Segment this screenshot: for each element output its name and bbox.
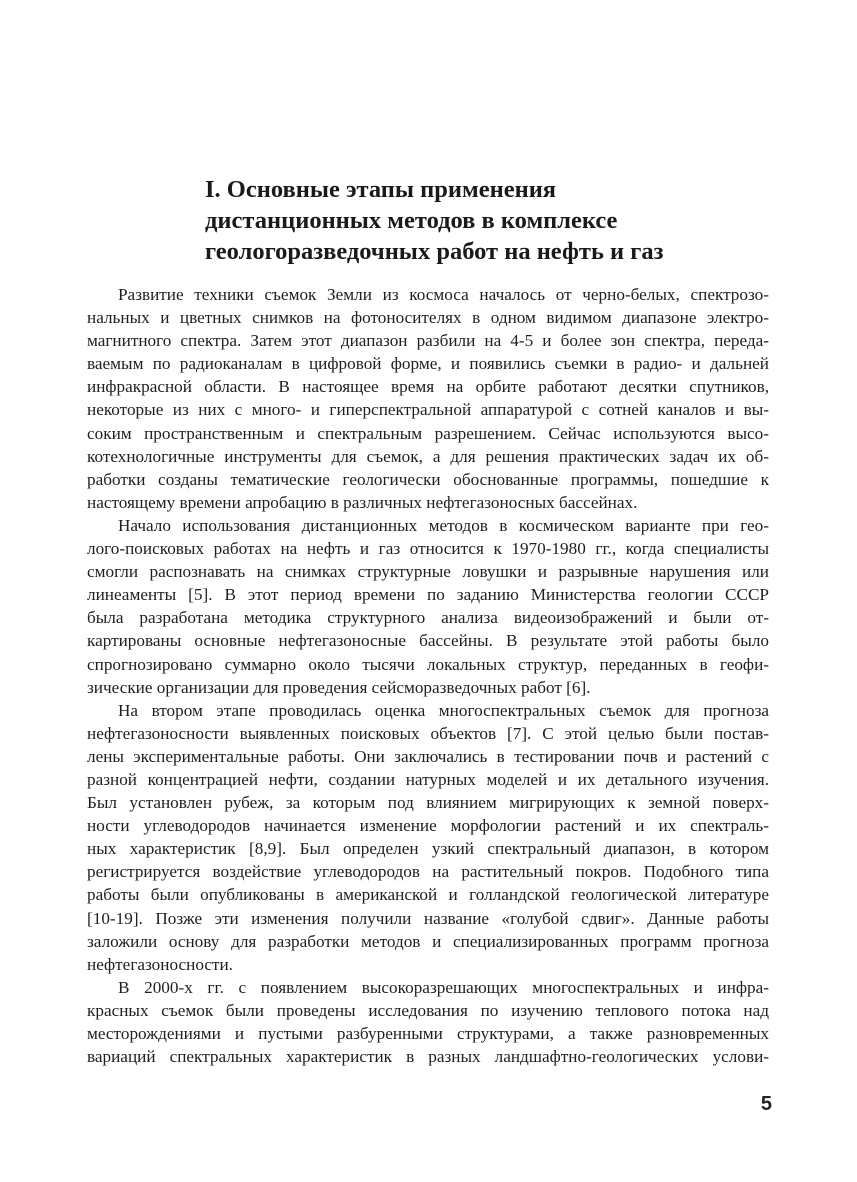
text-line: нефтегазоносности.: [87, 954, 233, 974]
body-text: [87, 283, 769, 1068]
text-line: соким пространственным и спектральным разрешением. Сейчас используются высо-: [87, 423, 769, 443]
text-line: линеаменты [5]. В этот период времени по заданию Министерства геологии СССР: [87, 585, 769, 605]
text-line: нальных и цветных снимков на фотоносителях в одном видимом диапазоне электро-: [87, 308, 769, 328]
text-line: В 2000-х гг. с появлением высокоразрешающих многоспектральных и инфра-: [118, 977, 769, 997]
paragraph-4: [87, 976, 769, 1068]
text-line: Был установлен рубеж, за которым под влиянием мигрирующих к земной поверх-: [87, 793, 769, 813]
chapter-title-line: геологоразведочных работ на нефть и газ: [205, 238, 664, 265]
text-line: нефтегазоносности выявленных поисковых объектов [7]. С этой целью были постав-: [87, 723, 769, 743]
text-line: некоторые из них с много- и гиперспектральной аппаратурой с сотней каналов и вы-: [87, 400, 769, 420]
text-line: магнитного спектра. Затем этот диапазон разбили на 4-5 и более зон спектра, переда-: [87, 331, 769, 351]
text-line: месторождениями и пустыми разбуренными структурами, а также разновременных: [87, 1024, 769, 1043]
text-line: ности углеводородов начинается изменение морфологии растений и их спектраль-: [87, 816, 769, 836]
text-line: была разработана методика структурного анализа видеоизображений и были от-: [87, 608, 769, 628]
text-line: красных съемок были проведены исследования по изучению теплового потока над: [87, 1000, 769, 1020]
text-line: лого-поисковых работах на нефть и газ относится к 1970-1980 гг., когда специалисты: [87, 539, 769, 559]
text-line: лены экспериментальные работы. Они заключались в тестировании почв и растений с: [87, 746, 769, 766]
page-number: 5: [760, 1093, 772, 1115]
text-line: работки созданы тематические геологически обоснованные программы, пошедшие к: [87, 469, 769, 489]
text-line: [10-19]. Позже эти изменения получили название «голубой сдвиг». Данные работы: [87, 908, 769, 928]
paragraph-2: [87, 514, 769, 699]
text-line: настоящему времени апробацию в различных нефтегазоносных бассейнах.: [87, 492, 638, 512]
text-line: ных характеристик [8,9]. Был определен узкий спектральный диапазон, в котором: [87, 839, 769, 859]
text-line: котехнологичные инструменты для съемок, а для решения практических задач их об-: [87, 446, 769, 466]
text-line: На втором этапе проводилась оценка многоспектральных съемок для прогноза: [118, 700, 769, 720]
text-line: вариаций спектральных характеристик в разных ландшафтно-геологических услови-: [87, 1047, 769, 1067]
text-line: ваемым по радиоканалам в цифровой форме, и появились съемки в радио- и дальней: [87, 354, 769, 374]
chapter-title-line: дистанционных методов в комплексе: [205, 207, 618, 234]
text-line: регистрируется воздействие углеводородов на растительный покров. Подобного типа: [87, 862, 769, 882]
text-line: заложили основу для разработки методов и специализированных программ прогноза: [87, 931, 769, 951]
paragraph-3: [87, 699, 769, 976]
text-line: инфракрасной области. В настоящее время на орбите работают десятки спутников,: [87, 377, 769, 397]
text-line: спрогнозировано суммарно около тысячи локальных структур, переданных в геофи-: [87, 654, 769, 674]
chapter-title: [205, 174, 765, 267]
paragraph-1: [87, 283, 769, 514]
text-line: Развитие техники съемок Земли из космоса началось от черно-белых, спектрозо-: [118, 285, 769, 304]
text-line: зические организации для проведения сейсморазведочных работ [6].: [87, 677, 591, 697]
text-line: картированы основные нефтегазоносные бассейны. В результате этой работы было: [87, 631, 769, 651]
text-line: смогли распознавать на снимках структурные ловушки и разрывные нарушения или: [87, 562, 769, 582]
text-line: Начало использования дистанционных методов в космическом варианте при гео-: [118, 515, 769, 535]
text-line: разной концентрацией нефти, создании натурных моделей и их детального изучения.: [87, 769, 769, 789]
text-line: работы были опубликованы в американской и голландской геологической литературе: [87, 885, 769, 905]
chapter-title-line: I. Основные этапы применения: [205, 176, 557, 203]
